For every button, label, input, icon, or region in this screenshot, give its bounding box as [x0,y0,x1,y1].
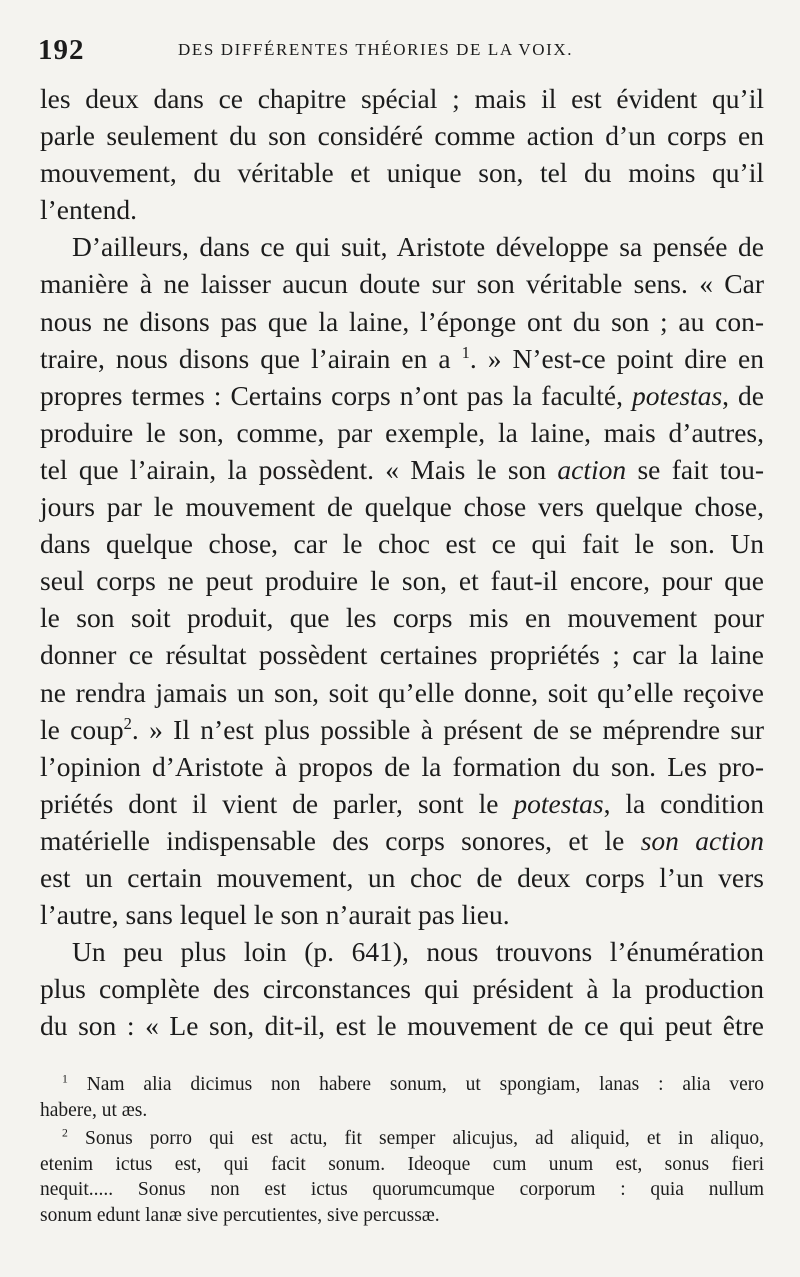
text-segment: tel que l’airain, la possèdent. « Mais le son [40,453,547,485]
footnote-line: etenim ictus est, qui facit sonum. Ideoque cum unum est, sonus fieri [40,1153,764,1175]
italic-term: action [557,453,627,485]
text-line: dans quelque chose, car le choc est ce qui fait le son. Un [40,528,764,560]
italic-term: son action [640,824,764,856]
text-line: parle seulement du son considéré comme action d’un corps en [40,120,764,152]
text-line: les deux dans ce chapitre spécial ; mais il est évident qu’il [40,83,764,114]
running-head: DES DIFFÉRENTES THÉORIES DE LA VOIX. [178,40,574,59]
text-segment: , de [722,379,764,411]
footnote-line: nequit..... Sonus non est ictus quorumcumque corporum : quia nullum [40,1179,764,1200]
text-segment: se fait tou- [637,453,764,485]
text-segment: matérielle indispensable des corps sonores, et le [40,824,625,856]
text-line [40,785,764,822]
text-line: manière à ne laisser aucun doute sur son véritable sens. « Car [40,268,764,300]
text-line: ne rendra jamais un son, soit qu’elle donne, soit qu’elle reçoive [40,676,764,708]
page-header [38,34,764,68]
footnote-2 [40,1126,764,1152]
text-line [40,340,764,377]
text-segment: propres termes : Certains corps n’ont pas la faculté, [40,379,623,411]
text-line: plus complète des circonstances qui président à la production [40,973,764,1005]
footnote-marker-2: 2 [62,1126,68,1140]
footnote-marker-1: 1 [62,1072,68,1086]
text-line: mouvement, du véritable et unique son, tel du moins qu’il [40,157,764,189]
text-line: seul corps ne peut produire le son, et faut-il encore, pour que [40,565,764,597]
italic-term: potestas [513,787,604,819]
text-line: nous ne disons pas que la laine, l’éponge ont du son ; au con- [40,305,764,337]
text-line: le son soit produit, que les corps mis en mouvement pour [40,602,764,634]
text-segment: le coup [40,713,124,745]
footnote-line: sonum edunt lanæ sive percutientes, sive percussæ. [40,1204,440,1226]
footnote-1 [40,1072,764,1098]
body-text [40,80,764,1044]
text-segment: , la condition [603,787,765,819]
text-line [40,377,764,414]
text-line: produire le son, comme, par exemple, la laine, mais d’autres, [40,416,764,448]
page-number: 192 [38,34,85,66]
footnote-ref-1[interactable]: 1 [461,342,470,362]
footnote-text: Sonus porro qui est actu, fit semper alicujus, ad aliquid, et in aliquo, [84,1128,764,1149]
text-segment: priétés dont il vient de parler, sont le [40,787,499,819]
footnote-ref-2[interactable]: 2 [123,713,132,733]
text-line: jours par le mouvement de quelque chose vers quelque chose, [40,491,764,523]
text-segment: traire, nous disons que l’airain en a [40,342,451,374]
text-line [40,711,764,748]
text-line: donner ce résultat possèdent certaines propriétés ; car la laine [40,639,764,671]
footnotes [40,1072,764,1228]
text-line: du son : « Le son, dit-il, est le mouvement de ce qui peut être [40,1010,764,1042]
italic-term: potestas [632,379,723,411]
text-segment: . » N’est-ce point dire en [469,342,764,374]
text-line: l’entend. [40,194,137,226]
text-segment: . » Il n’est plus possible à présent de se méprendre sur [131,713,764,745]
text-line: D’ailleurs, dans ce qui suit, Aristote développe sa pensée de [72,231,764,263]
footnote-text: Nam alia dicimus non habere sonum, ut spongiam, lanas : alia vero [86,1074,764,1095]
text-line: Un peu plus loin (p. 641), nous trouvons l’énumération [72,936,764,968]
footnote-line: habere, ut æs. [40,1099,148,1121]
text-line: est un certain mouvement, un choc de deux corps l’un vers [40,861,764,893]
text-line: l’autre, sans lequel le son n’aurait pas lieu. [40,899,510,931]
text-line [40,822,764,859]
text-line [40,451,764,488]
text-line: l’opinion d’Aristote à propos de la formation du son. Les pro- [40,750,764,782]
